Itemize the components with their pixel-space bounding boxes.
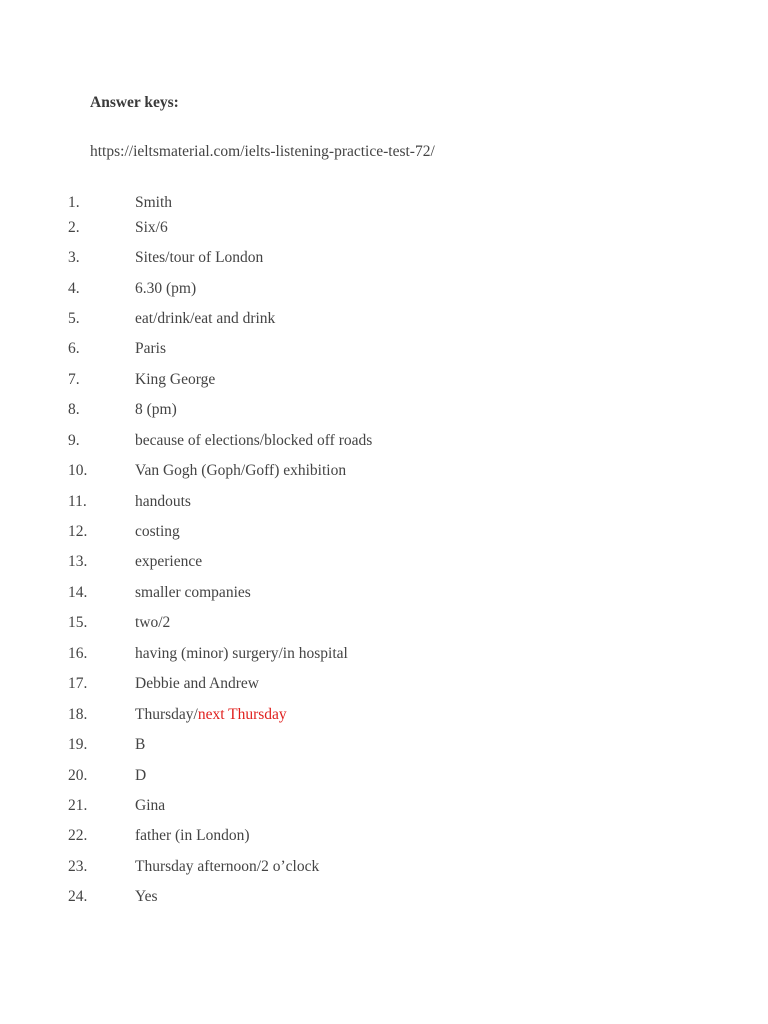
answer-number: 20. xyxy=(68,767,88,784)
answer-text-main: Gina xyxy=(135,797,166,814)
answer-item xyxy=(0,369,768,391)
answer-text xyxy=(135,856,319,878)
answer-number: 16. xyxy=(68,645,88,662)
answer-text xyxy=(135,399,177,421)
answer-item xyxy=(0,430,768,452)
answer-number: 17. xyxy=(68,675,88,692)
answer-item xyxy=(0,673,768,695)
answer-number: 6. xyxy=(68,340,80,357)
answer-number: 3. xyxy=(68,249,80,266)
answer-text xyxy=(135,673,259,695)
answer-number: 9. xyxy=(68,432,80,449)
answer-text-main: Yes xyxy=(135,888,158,905)
answer-number: 8. xyxy=(68,401,80,418)
answer-text xyxy=(135,704,287,726)
answer-number: 21. xyxy=(68,797,88,814)
answer-text-main: D xyxy=(135,767,147,784)
answer-text xyxy=(135,247,263,269)
answer-number: 2. xyxy=(68,219,80,236)
answer-item xyxy=(0,491,768,513)
answer-number: 22. xyxy=(68,827,88,844)
answer-text-main: B xyxy=(135,736,146,753)
answer-text-main: Debbie and Andrew xyxy=(135,675,259,692)
answer-text xyxy=(135,308,275,330)
answer-text xyxy=(135,643,348,665)
answer-number: 15. xyxy=(68,614,88,631)
answer-text xyxy=(135,338,166,360)
answer-item xyxy=(0,551,768,573)
answer-text-main: Sites/tour of London xyxy=(135,249,264,266)
answer-text-main: Van Gogh (Goph/Goff) exhibition xyxy=(135,462,347,479)
answer-number: 10. xyxy=(68,462,88,479)
answer-text-main: handouts xyxy=(135,493,191,510)
answer-text-main: Thursday afternoon/2 o’clock xyxy=(135,858,320,875)
answer-item xyxy=(0,886,768,908)
answer-text xyxy=(135,825,250,847)
answer-text-main: Paris xyxy=(135,340,166,357)
answer-number: 14. xyxy=(68,584,88,601)
answer-number: 18. xyxy=(68,706,88,723)
answer-item xyxy=(0,765,768,787)
answer-text-main: father (in London) xyxy=(135,827,250,844)
answer-text-main: Smith xyxy=(135,194,173,211)
answer-number: 1. xyxy=(68,194,80,211)
answer-item xyxy=(0,612,768,634)
answer-item xyxy=(0,192,768,214)
answer-item xyxy=(0,795,768,817)
answer-number: 23. xyxy=(68,858,88,875)
answer-text xyxy=(135,369,215,391)
answer-item xyxy=(0,704,768,726)
answer-text-main: experience xyxy=(135,553,203,570)
answer-text-main: Six/6 xyxy=(135,219,168,236)
answer-item xyxy=(0,308,768,330)
answer-text xyxy=(135,582,251,604)
answer-item xyxy=(0,399,768,421)
answer-text-main: Thursday/ xyxy=(135,706,198,723)
answer-number: 12. xyxy=(68,523,88,540)
answer-text-main: smaller companies xyxy=(135,584,251,601)
source-url: https://ieltsmaterial.com/ielts-listening-practice-test-72/ xyxy=(90,143,435,160)
answer-text-main: because of elections/blocked off roads xyxy=(135,432,373,449)
answer-text xyxy=(135,217,168,239)
answer-item xyxy=(0,825,768,847)
answer-text-main: having (minor) surgery/in hospital xyxy=(135,645,348,662)
answer-item xyxy=(0,247,768,269)
answer-text xyxy=(135,795,165,817)
answer-text-main: two/2 xyxy=(135,614,171,631)
answer-item xyxy=(0,734,768,756)
answer-number: 5. xyxy=(68,310,80,327)
answer-text xyxy=(135,430,372,452)
answer-number: 11. xyxy=(68,493,87,510)
answer-text-main: costing xyxy=(135,523,180,540)
answer-keys-heading: Answer keys: xyxy=(90,94,179,111)
answer-text xyxy=(135,886,158,908)
answer-text xyxy=(135,765,146,787)
answer-number: 7. xyxy=(68,371,80,388)
answer-number: 4. xyxy=(68,280,80,297)
answer-text xyxy=(135,460,346,482)
answer-text-main: 8 (pm) xyxy=(135,401,177,418)
answer-text xyxy=(135,192,172,214)
answer-number: 19. xyxy=(68,736,88,753)
answer-text-main: 6.30 (pm) xyxy=(135,280,197,297)
answer-item xyxy=(0,643,768,665)
answer-item xyxy=(0,521,768,543)
answer-text-main: King George xyxy=(135,371,216,388)
answer-text xyxy=(135,734,145,756)
answer-item xyxy=(0,460,768,482)
answer-item xyxy=(0,278,768,300)
answer-item xyxy=(0,217,768,239)
answer-text xyxy=(135,612,170,634)
answer-text xyxy=(135,278,196,300)
answer-text xyxy=(135,491,191,513)
answer-text-main: eat/drink/eat and drink xyxy=(135,310,276,327)
answer-item xyxy=(0,582,768,604)
answer-text xyxy=(135,521,180,543)
answer-number: 24. xyxy=(68,888,88,905)
answer-number: 13. xyxy=(68,553,88,570)
answer-item xyxy=(0,856,768,878)
answer-item xyxy=(0,338,768,360)
answer-text xyxy=(135,551,202,573)
answer-text-highlight: next Thursday xyxy=(197,706,287,723)
